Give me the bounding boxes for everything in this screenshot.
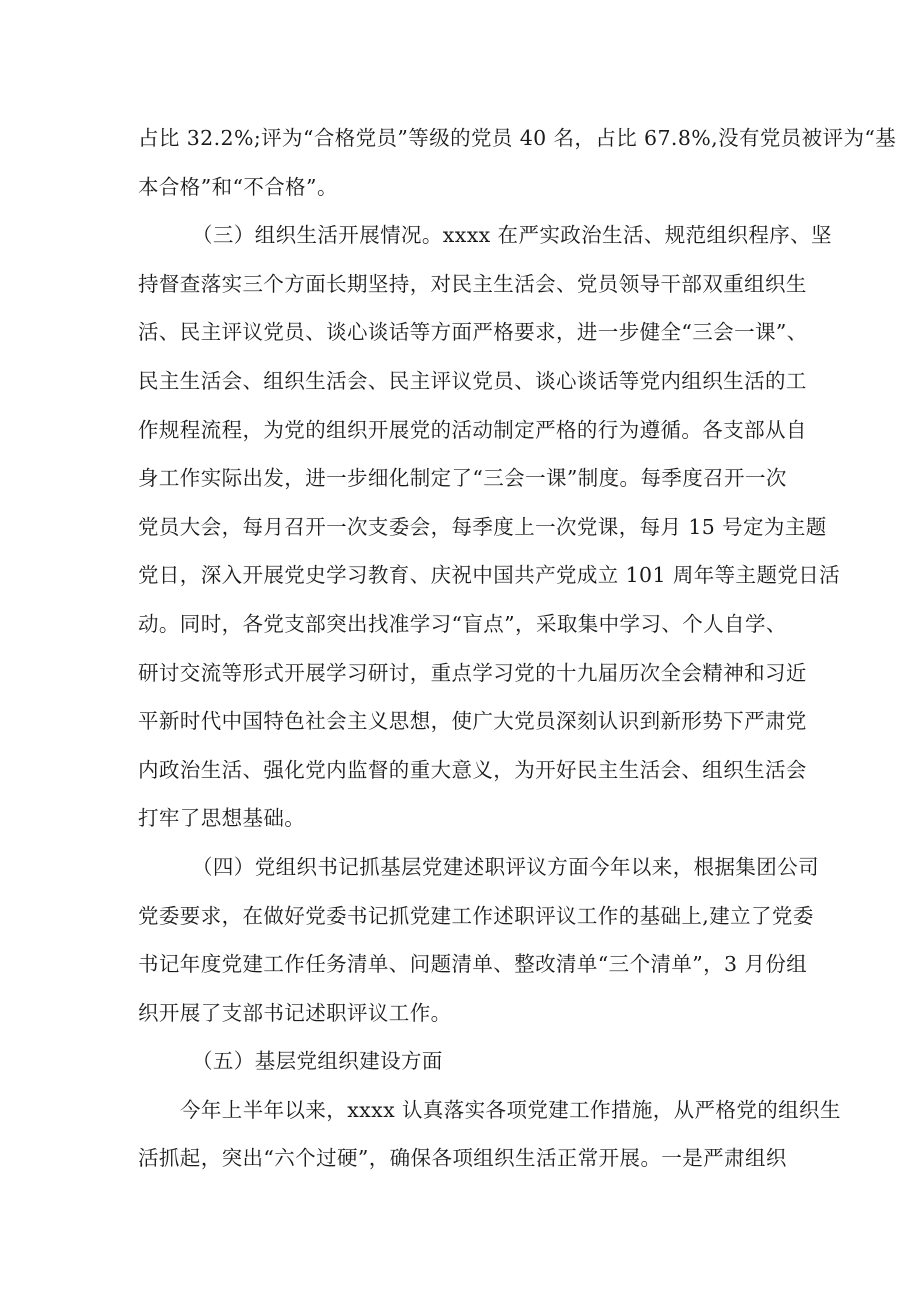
paragraph-line: 党委要求，在做好党委书记抓党建工作述职评议工作的基础上,建立了党委 xyxy=(138,903,814,928)
paragraph-line: 动。同时，各党支部突出找准学习“盲点”，采取集中学习、个人自学、 xyxy=(138,611,787,636)
paragraph-line: （四）党组织书记抓基层党建述职评议方面今年以来，根据集团公司 xyxy=(192,854,819,879)
paragraph-line: 内政治生活、强化党内监督的重大意义，为开好民主生活会、组织生活会 xyxy=(138,757,807,782)
paragraph-line: 书记年度党建工作任务清单、问题清单、整改清单“三个清单”，3 月份组 xyxy=(138,952,808,977)
paragraph-line: 平新时代中国特色社会主义思想，使广大党员深刻认识到新形势下严肃党 xyxy=(138,709,807,734)
paragraph-line: 活、民主评议党员、谈心谈话等方面严格要求，进一步健全“三会一课”、 xyxy=(138,320,808,345)
paragraph-line: 打牢了思想基础。 xyxy=(138,806,306,831)
paragraph-line: 身工作实际出发，进一步细化制定了“三会一课”制度。每季度召开一次 xyxy=(138,466,787,491)
paragraph-line: 持督查落实三个方面长期坚持，对民主生活会、党员领导干部双重组织生 xyxy=(138,271,807,296)
paragraph-line: 作规程流程，为党的组织开展党的活动制定严格的行为遵循。各支部从自 xyxy=(138,417,807,442)
paragraph-line: 本合格”和“不合格”。 xyxy=(138,174,338,199)
paragraph-line: 今年上半年以来，xxxx 认真落实各项党建工作措施，从严格党的组织生 xyxy=(180,1097,841,1122)
document-body xyxy=(138,114,897,1183)
paragraph-line: 民主生活会、组织生活会、民主评议党员、谈心谈话等党内组织生活的工 xyxy=(138,368,807,393)
paragraph-line: 活抓起，突出“六个过硬”，确保各项组织生活正常开展。一是严肃组织 xyxy=(138,1146,787,1171)
paragraph-line: （三）组织生活开展情况。xxxx 在严实政治生活、规范组织程序、坚 xyxy=(192,223,832,248)
paragraph-line: 占比 32.2%;评为“合格党员”等级的党员 40 名，占比 67.8%,没有党员被评为“基 xyxy=(138,126,897,150)
paragraph-line: 党日，深入开展党史学习教育、庆祝中国共产党成立 101 周年等主题党日活 xyxy=(138,563,841,588)
paragraph-line: 织开展了支部书记述职评议工作。 xyxy=(138,1000,452,1025)
paragraph-line: 党员大会，每月召开一次支委会，每季度上一次党课，每月 15 号定为主题 xyxy=(138,514,827,539)
section-heading: （五）基层党组织建设方面 xyxy=(192,1049,443,1074)
paragraph-line: 研讨交流等形式开展学习研讨，重点学习党的十九届历次全会精神和习近 xyxy=(138,660,807,685)
